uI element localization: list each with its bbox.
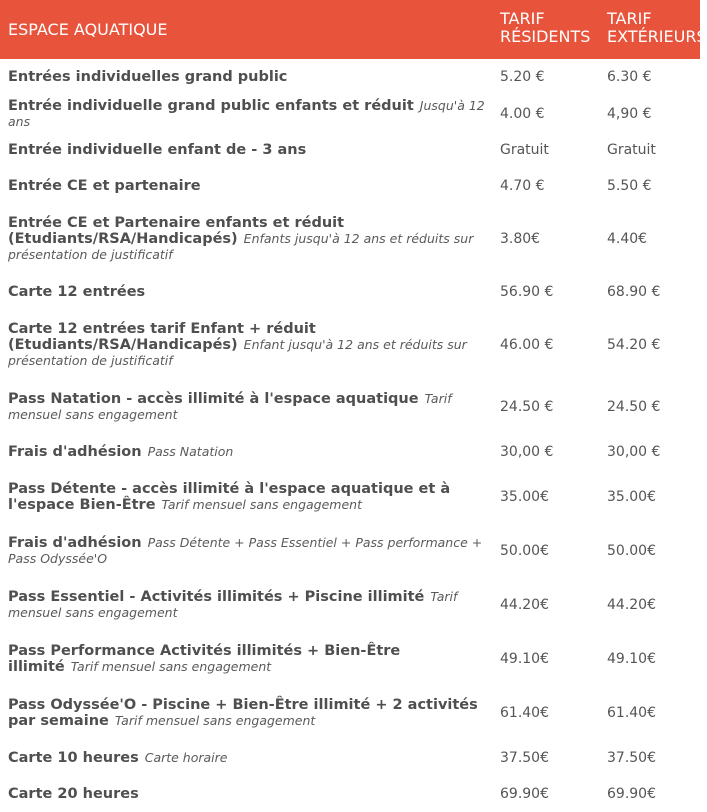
column-header-residents-line1: TARIF	[500, 9, 545, 28]
price-exterieurs: 49.10€	[607, 651, 656, 667]
row-label	[0, 95, 492, 132]
row-name: Entrée CE et partenaire	[8, 178, 201, 194]
table-row	[0, 632, 700, 686]
price-residents: 69.90€	[500, 786, 549, 802]
table-row	[0, 470, 700, 524]
price-residents: 24.50 €	[500, 399, 554, 415]
row-label	[0, 59, 492, 95]
row-name: Entrée CE et Partenaire enfants et réduit (Etudiants/RSA/Handicapés)	[8, 215, 345, 247]
row-note: Pass Natation	[147, 444, 234, 459]
row-name: Entrée individuelle grand public enfants et réduit	[8, 97, 414, 114]
price-exterieurs: 37.50€	[607, 750, 656, 766]
price-exterieurs: 4.40€	[607, 231, 648, 247]
table-row	[0, 776, 700, 812]
price-exterieurs: 30,00 €	[607, 444, 661, 460]
price-exterieurs: 5.50 €	[607, 178, 652, 194]
row-note: Tarif mensuel sans engagement	[8, 589, 458, 620]
price-exterieurs: 68.90 €	[607, 284, 661, 300]
price-exterieurs: 24.50 €	[607, 399, 661, 415]
price-exterieurs: 6.30 €	[607, 69, 652, 85]
column-header-residents	[492, 0, 599, 59]
row-note: Tarif mensuel sans engagement	[114, 713, 316, 728]
price-residents: 61.40€	[500, 705, 549, 721]
table-row	[0, 132, 700, 168]
row-note: Tarif mensuel sans engagement	[8, 391, 452, 422]
row-label	[0, 274, 492, 310]
row-label	[0, 524, 492, 578]
table-row	[0, 380, 700, 434]
price-exterieurs: 44.20€	[607, 597, 656, 613]
price-exterieurs: 50.00€	[607, 543, 656, 559]
row-name: Carte 12 entrées tarif Enfant + réduit (Etudiants/RSA/Handicapés)	[8, 321, 316, 353]
row-name: Pass Détente - accès illimité à l'espace aquatique et à l'espace Bien-Être	[8, 481, 451, 513]
price-exterieurs: 61.40€	[607, 705, 656, 721]
table-row	[0, 686, 700, 740]
row-label	[0, 380, 492, 434]
row-name: Frais d'adhésion	[8, 535, 142, 551]
row-label	[0, 578, 492, 632]
row-name: Frais d'adhésion	[8, 444, 142, 460]
row-note: Pass Détente + Pass Essentiel + Pass performance + Pass Odyssée'O	[8, 535, 483, 566]
row-label	[0, 632, 492, 686]
price-exterieurs: Gratuit	[607, 142, 656, 158]
table-row	[0, 168, 700, 204]
table-title: ESPACE AQUATIQUE	[8, 19, 168, 39]
row-label	[0, 204, 492, 274]
price-exterieurs: 4,90 €	[607, 105, 652, 122]
table-row	[0, 204, 700, 274]
price-residents: 4.00 €	[500, 105, 545, 122]
price-residents: 49.10€	[500, 651, 549, 667]
table-row	[0, 524, 700, 578]
row-label	[0, 310, 492, 380]
price-residents: 4.70 €	[500, 178, 545, 194]
row-label	[0, 740, 492, 776]
row-note: Jusqu'à 12 ans	[8, 97, 485, 129]
column-header-exterieurs-line1: TARIF	[607, 9, 652, 28]
table-header-row	[0, 0, 700, 59]
row-label	[0, 776, 492, 812]
price-residents: Gratuit	[500, 142, 549, 158]
row-label	[0, 434, 492, 470]
row-note: Enfants jusqu'à 12 ans et réduits sur présentation de justificatif	[8, 231, 474, 262]
price-residents: 44.20€	[500, 597, 549, 613]
price-residents: 5.20 €	[500, 69, 545, 85]
price-residents: 30,00 €	[500, 444, 554, 460]
price-residents: 35.00€	[500, 489, 549, 505]
column-header-exterieurs-line2: EXTÉRIEURS	[607, 27, 707, 46]
table-row	[0, 434, 700, 470]
table-row	[0, 274, 700, 310]
row-name: Carte 20 heures	[8, 786, 139, 802]
table-row	[0, 95, 700, 132]
row-note: Carte horaire	[144, 750, 228, 765]
price-exterieurs: 35.00€	[607, 489, 656, 505]
row-note: Tarif mensuel sans engagement	[70, 659, 272, 674]
row-name: Pass Odyssée'O - Piscine + Bien-Être illimité + 2 activités par semaine	[8, 697, 478, 729]
price-residents: 46.00 €	[500, 337, 554, 353]
table-row	[0, 578, 700, 632]
row-label	[0, 686, 492, 740]
row-label	[0, 132, 492, 168]
row-note: Tarif mensuel sans engagement	[161, 497, 362, 512]
row-name: Carte 10 heures	[8, 750, 139, 766]
row-name: Pass Essentiel - Activités illimités + Piscine illimité	[8, 589, 425, 605]
table-row	[0, 59, 700, 95]
price-exterieurs: 69.90€	[607, 786, 656, 802]
row-name: Pass Performance Activités illimités + Bien-Être illimité	[8, 643, 401, 675]
row-name: Entrée individuelle enfant de - 3 ans	[8, 142, 307, 158]
price-residents: 50.00€	[500, 543, 549, 559]
row-note: Enfant jusqu'à 12 ans et réduits sur présentation de justificatif	[8, 337, 467, 368]
price-residents: 56.90 €	[500, 284, 554, 300]
table-row	[0, 310, 700, 380]
row-label	[0, 470, 492, 524]
price-residents: 37.50€	[500, 750, 549, 766]
price-residents: 3.80€	[500, 231, 541, 247]
column-header-exterieurs	[599, 0, 707, 59]
row-name: Entrées individuelles grand public	[8, 69, 288, 85]
table-row	[0, 740, 700, 776]
price-exterieurs: 54.20 €	[607, 337, 661, 353]
row-label	[0, 168, 492, 204]
row-name: Carte 12 entrées	[8, 284, 146, 300]
row-name: Pass Natation - accès illimité à l'espace aquatique	[8, 391, 419, 407]
column-header-residents-line2: RÉSIDENTS	[500, 27, 591, 46]
